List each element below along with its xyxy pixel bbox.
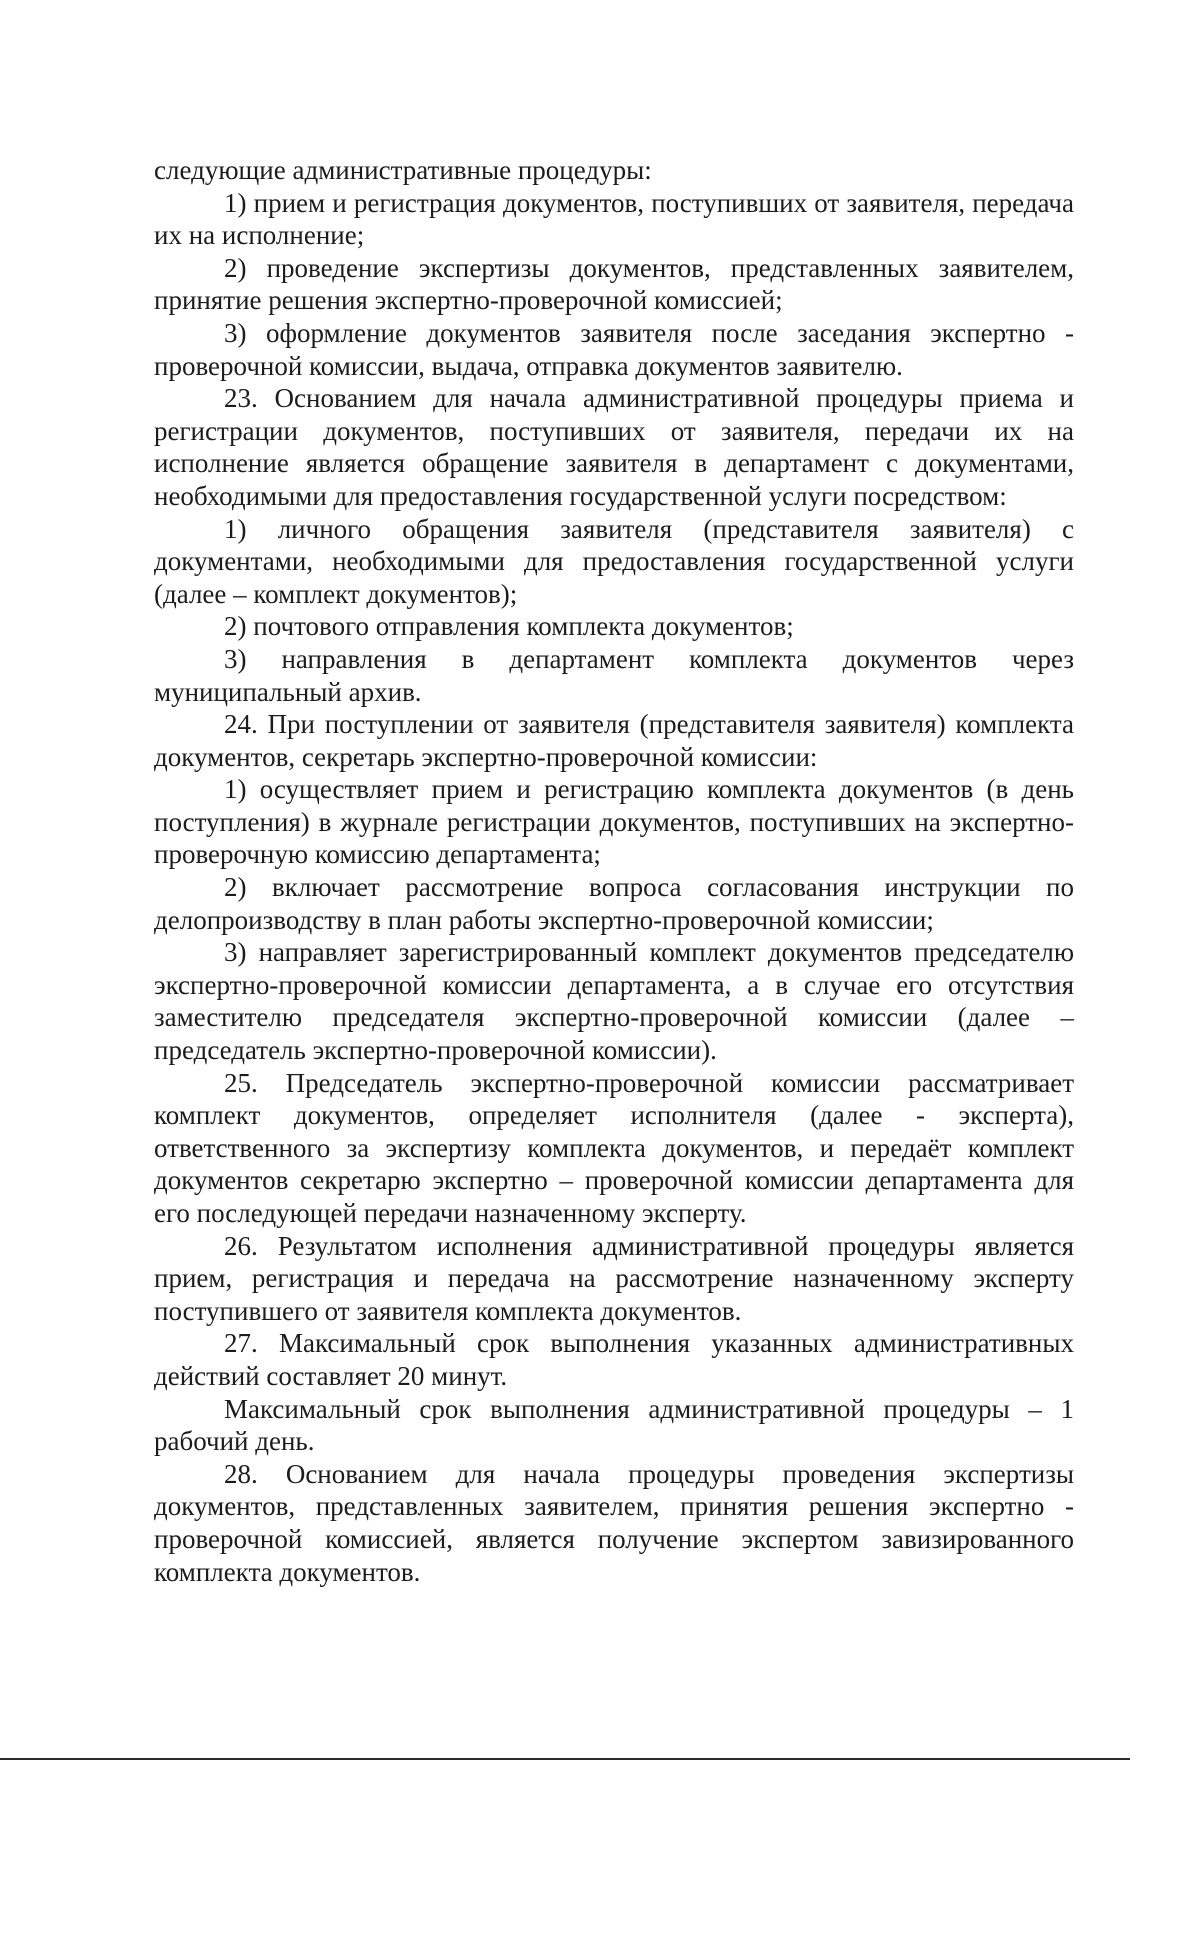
paragraph-procedure-2: 2) проведение экспертизы документов, представленных заявителем, принятие решения экспертно-проверочной комиссией; — [154, 252, 1074, 316]
paragraph-procedures-intro: следующие административные процедуры: — [154, 155, 652, 185]
paragraph-clause-23-item-3: 3) направления в департамент комплекта документов через муниципальный архив. — [154, 643, 1074, 707]
paragraph-clause-24-item-3: 3) направляет зарегистрированный комплект документов председателю экспертно-проверочной комиссии департамента, а в случае его отсутствия заместителю председателя экспертно-проверочной комиссии (далее – председатель экспертно-проверочной комиссии). — [154, 937, 1074, 1066]
paragraph-clause-25: 25. Председатель экспертно-проверочной комиссии рассматривает комплект документов, определяет исполнителя (далее - эксперта), ответственного за экспертизу комплекта документов, и передаёт комплект документов секретарю экспертно – проверочной комиссии департамента для его последующей передачи назначенному эксперту. — [154, 1067, 1074, 1228]
paragraph-clause-26: 26. Результатом исполнения административной процедуры является прием, регистрация и передача на рассмотрение назначенному эксперту поступившего от заявителя комплекта документов. — [154, 1230, 1074, 1326]
bottom-divider-line — [0, 1758, 1130, 1760]
paragraph-clause-23-item-1: 1) личного обращения заявителя (представителя заявителя) с документами, необходимыми для предоставления государственной услуги (далее – комплект документов); — [154, 513, 1074, 609]
document-body — [154, 154, 1074, 1588]
paragraph-procedure-1: 1) прием и регистрация документов, поступивших от заявителя, передача их на исполнение; — [154, 187, 1074, 251]
paragraph-max-duration: Максимальный срок выполнения административной процедуры – 1 рабочий день. — [154, 1393, 1074, 1457]
paragraph-clause-24-item-1: 1) осуществляет прием и регистрацию комплекта документов (в день поступления) в журнале регистрации документов, поступивших на экспертно-проверочную комиссию департамента; — [154, 774, 1074, 870]
paragraph-clause-23: 23. Основанием для начала административной процедуры приема и регистрации документов, поступивших от заявителя, передачи их на исполнение является обращение заявителя в департамент с документами, необходимыми для предоставления государственной услуги посредством: — [154, 383, 1074, 511]
paragraph-clause-23-item-2: 2) почтового отправления комплекта документов; — [224, 611, 794, 642]
paragraph-clause-28: 28. Основанием для начала процедуры проведения экспертизы документов, представленных заявителем, принятия решения экспертно - проверочной комиссией, является получение экспертом завизированного комплекта документов. — [154, 1458, 1074, 1587]
paragraph-clause-27: 27. Максимальный срок выполнения указанных административных действий составляет 20 минут. — [154, 1328, 1074, 1391]
paragraph-procedure-3: 3) оформление документов заявителя после заседания экспертно - проверочной комиссии, выдача, отправка документов заявителю. — [154, 317, 1074, 381]
paragraph-clause-24-item-2: 2) включает рассмотрение вопроса согласования инструкции по делопроизводству в план работы экспертно-проверочной комиссии; — [154, 872, 1074, 935]
paragraph-clause-24: 24. При поступлении от заявителя (представителя заявителя) комплекта документов, секретарь экспертно-проверочной комиссии: — [154, 709, 1074, 772]
